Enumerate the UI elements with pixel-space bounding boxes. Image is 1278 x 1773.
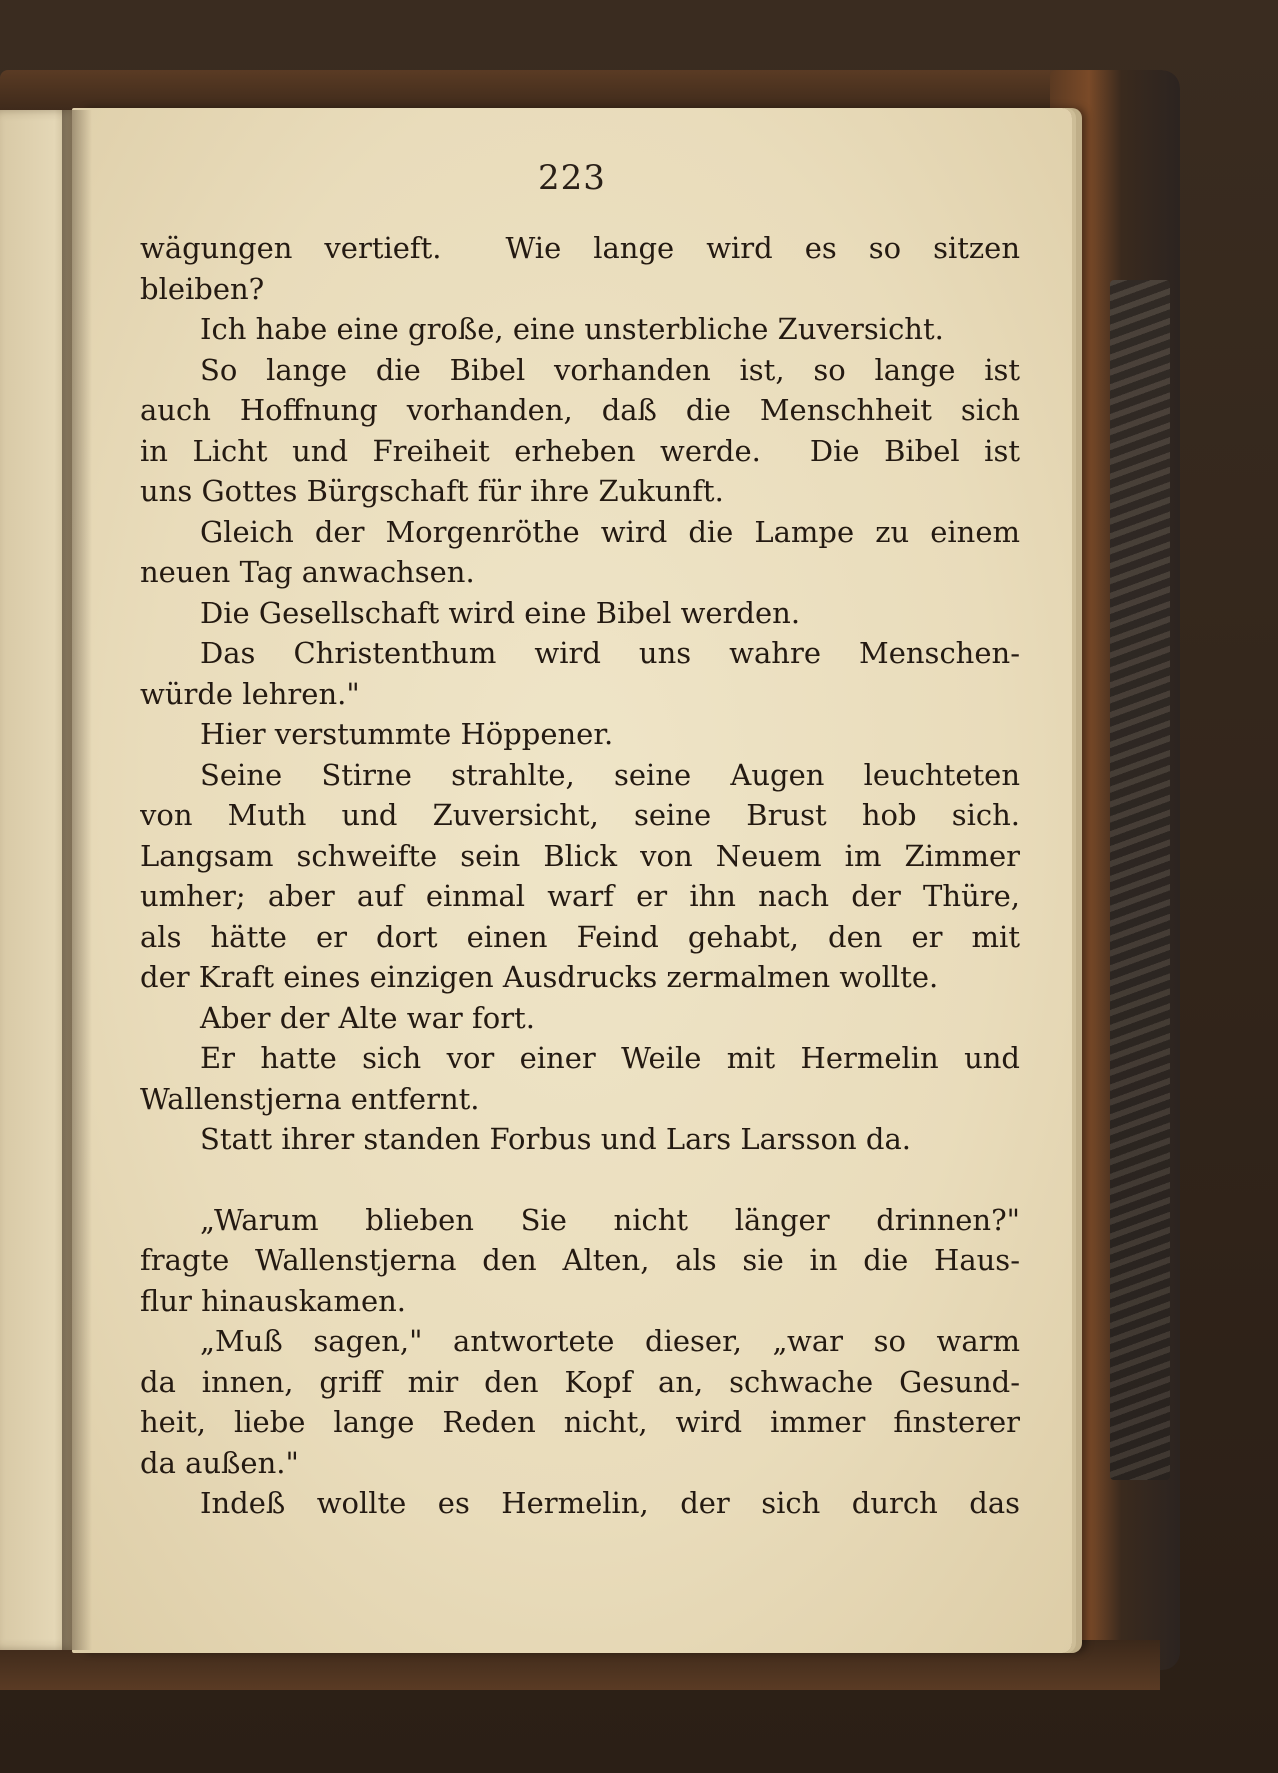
text-line: Aber der Alte war fort.	[200, 1000, 535, 1035]
paragraph	[140, 1321, 1020, 1483]
section-gap	[140, 1160, 1020, 1200]
paragraph	[140, 1119, 1020, 1160]
text-line: der Kraft eines einzigen Ausdrucks zermalmen wollte.	[140, 960, 939, 994]
text-line: Statt ihrer standen Forbus und Lars Larsson da.	[200, 1122, 911, 1156]
text-line: umher; aber auf einmal warf er ihn nach der Thüre,	[140, 879, 1020, 913]
page-text	[140, 228, 1020, 1524]
text-line: Gleich der Morgenröthe wird die Lampe zu einem	[200, 514, 1020, 549]
text-line: fragte Wallenstjerna den Alten, als sie in die Haus-	[140, 1243, 1020, 1277]
text-line: Indeß wollte es Hermelin, der sich durch das	[200, 1486, 1020, 1520]
text-line: Hier verstummte Höppener.	[200, 717, 614, 751]
text-line: auch Hoffnung vorhanden, daß die Menschheit sich	[140, 393, 1020, 427]
paragraph	[140, 228, 1020, 309]
paragraph	[140, 593, 1020, 634]
page-number: 223	[538, 158, 606, 198]
text-line: „Warum blieben Sie nicht länger drinnen?"	[200, 1202, 1020, 1237]
text-line: Seine Stirne strahlte, seine Augen leuchteten	[200, 757, 1020, 792]
text-line: bleiben?	[140, 271, 265, 306]
text-line: wägungen vertieft. Wie lange wird es so sitzen	[140, 231, 1020, 265]
text-line: heit, liebe lange Reden nicht, wird immer finsterer	[140, 1405, 1020, 1439]
paragraph	[140, 714, 1020, 755]
text-line: Das Christenthum wird uns wahre Menschen-	[200, 636, 1020, 670]
text-line: Wallenstjerna entfernt.	[140, 1081, 480, 1116]
paragraph	[140, 1200, 1020, 1322]
paragraph	[140, 998, 1020, 1039]
text-line: „Muß sagen," antwortete dieser, „war so warm	[200, 1324, 1020, 1358]
text-line: da außen."	[140, 1445, 299, 1480]
paragraph	[140, 1038, 1020, 1119]
text-line: Die Gesellschaft wird eine Bibel werden.	[200, 595, 801, 630]
text-line: als hätte er dort einen Feind gehabt, den er mit	[140, 919, 1020, 954]
text-line: von Muth und Zuversicht, seine Brust hob sich.	[140, 798, 1020, 832]
text-line: So lange die Bibel vorhanden ist, so lange ist	[200, 352, 1020, 387]
paragraph	[140, 309, 1020, 350]
gutter-shadow	[62, 110, 92, 1650]
text-line: Ich habe eine große, eine unsterbliche Zuversicht.	[200, 312, 944, 346]
paragraph	[140, 350, 1020, 512]
text-line: Er hatte sich vor einer Weile mit Hermelin und	[200, 1041, 1020, 1075]
text-line: neuen Tag anwachsen.	[140, 555, 475, 589]
text-line: da innen, griff mir den Kopf an, schwache Gesund-	[140, 1364, 1020, 1399]
marbled-cover-panel	[1110, 280, 1170, 1480]
book-page	[72, 108, 1072, 1653]
paragraph	[140, 633, 1020, 714]
text-line: würde lehren."	[140, 676, 360, 711]
text-line: Langsam schweifte sein Blick von Neuem im Zimmer	[140, 838, 1020, 873]
text-line: flur hinauskamen.	[140, 1283, 406, 1318]
paragraph	[140, 755, 1020, 998]
text-line: in Licht und Freiheit erheben werde. Die Bibel ist	[140, 433, 1020, 468]
paragraph	[140, 1483, 1020, 1524]
paragraph	[140, 512, 1020, 593]
text-line: uns Gottes Bürgschaft für ihre Zukunft.	[140, 474, 724, 508]
